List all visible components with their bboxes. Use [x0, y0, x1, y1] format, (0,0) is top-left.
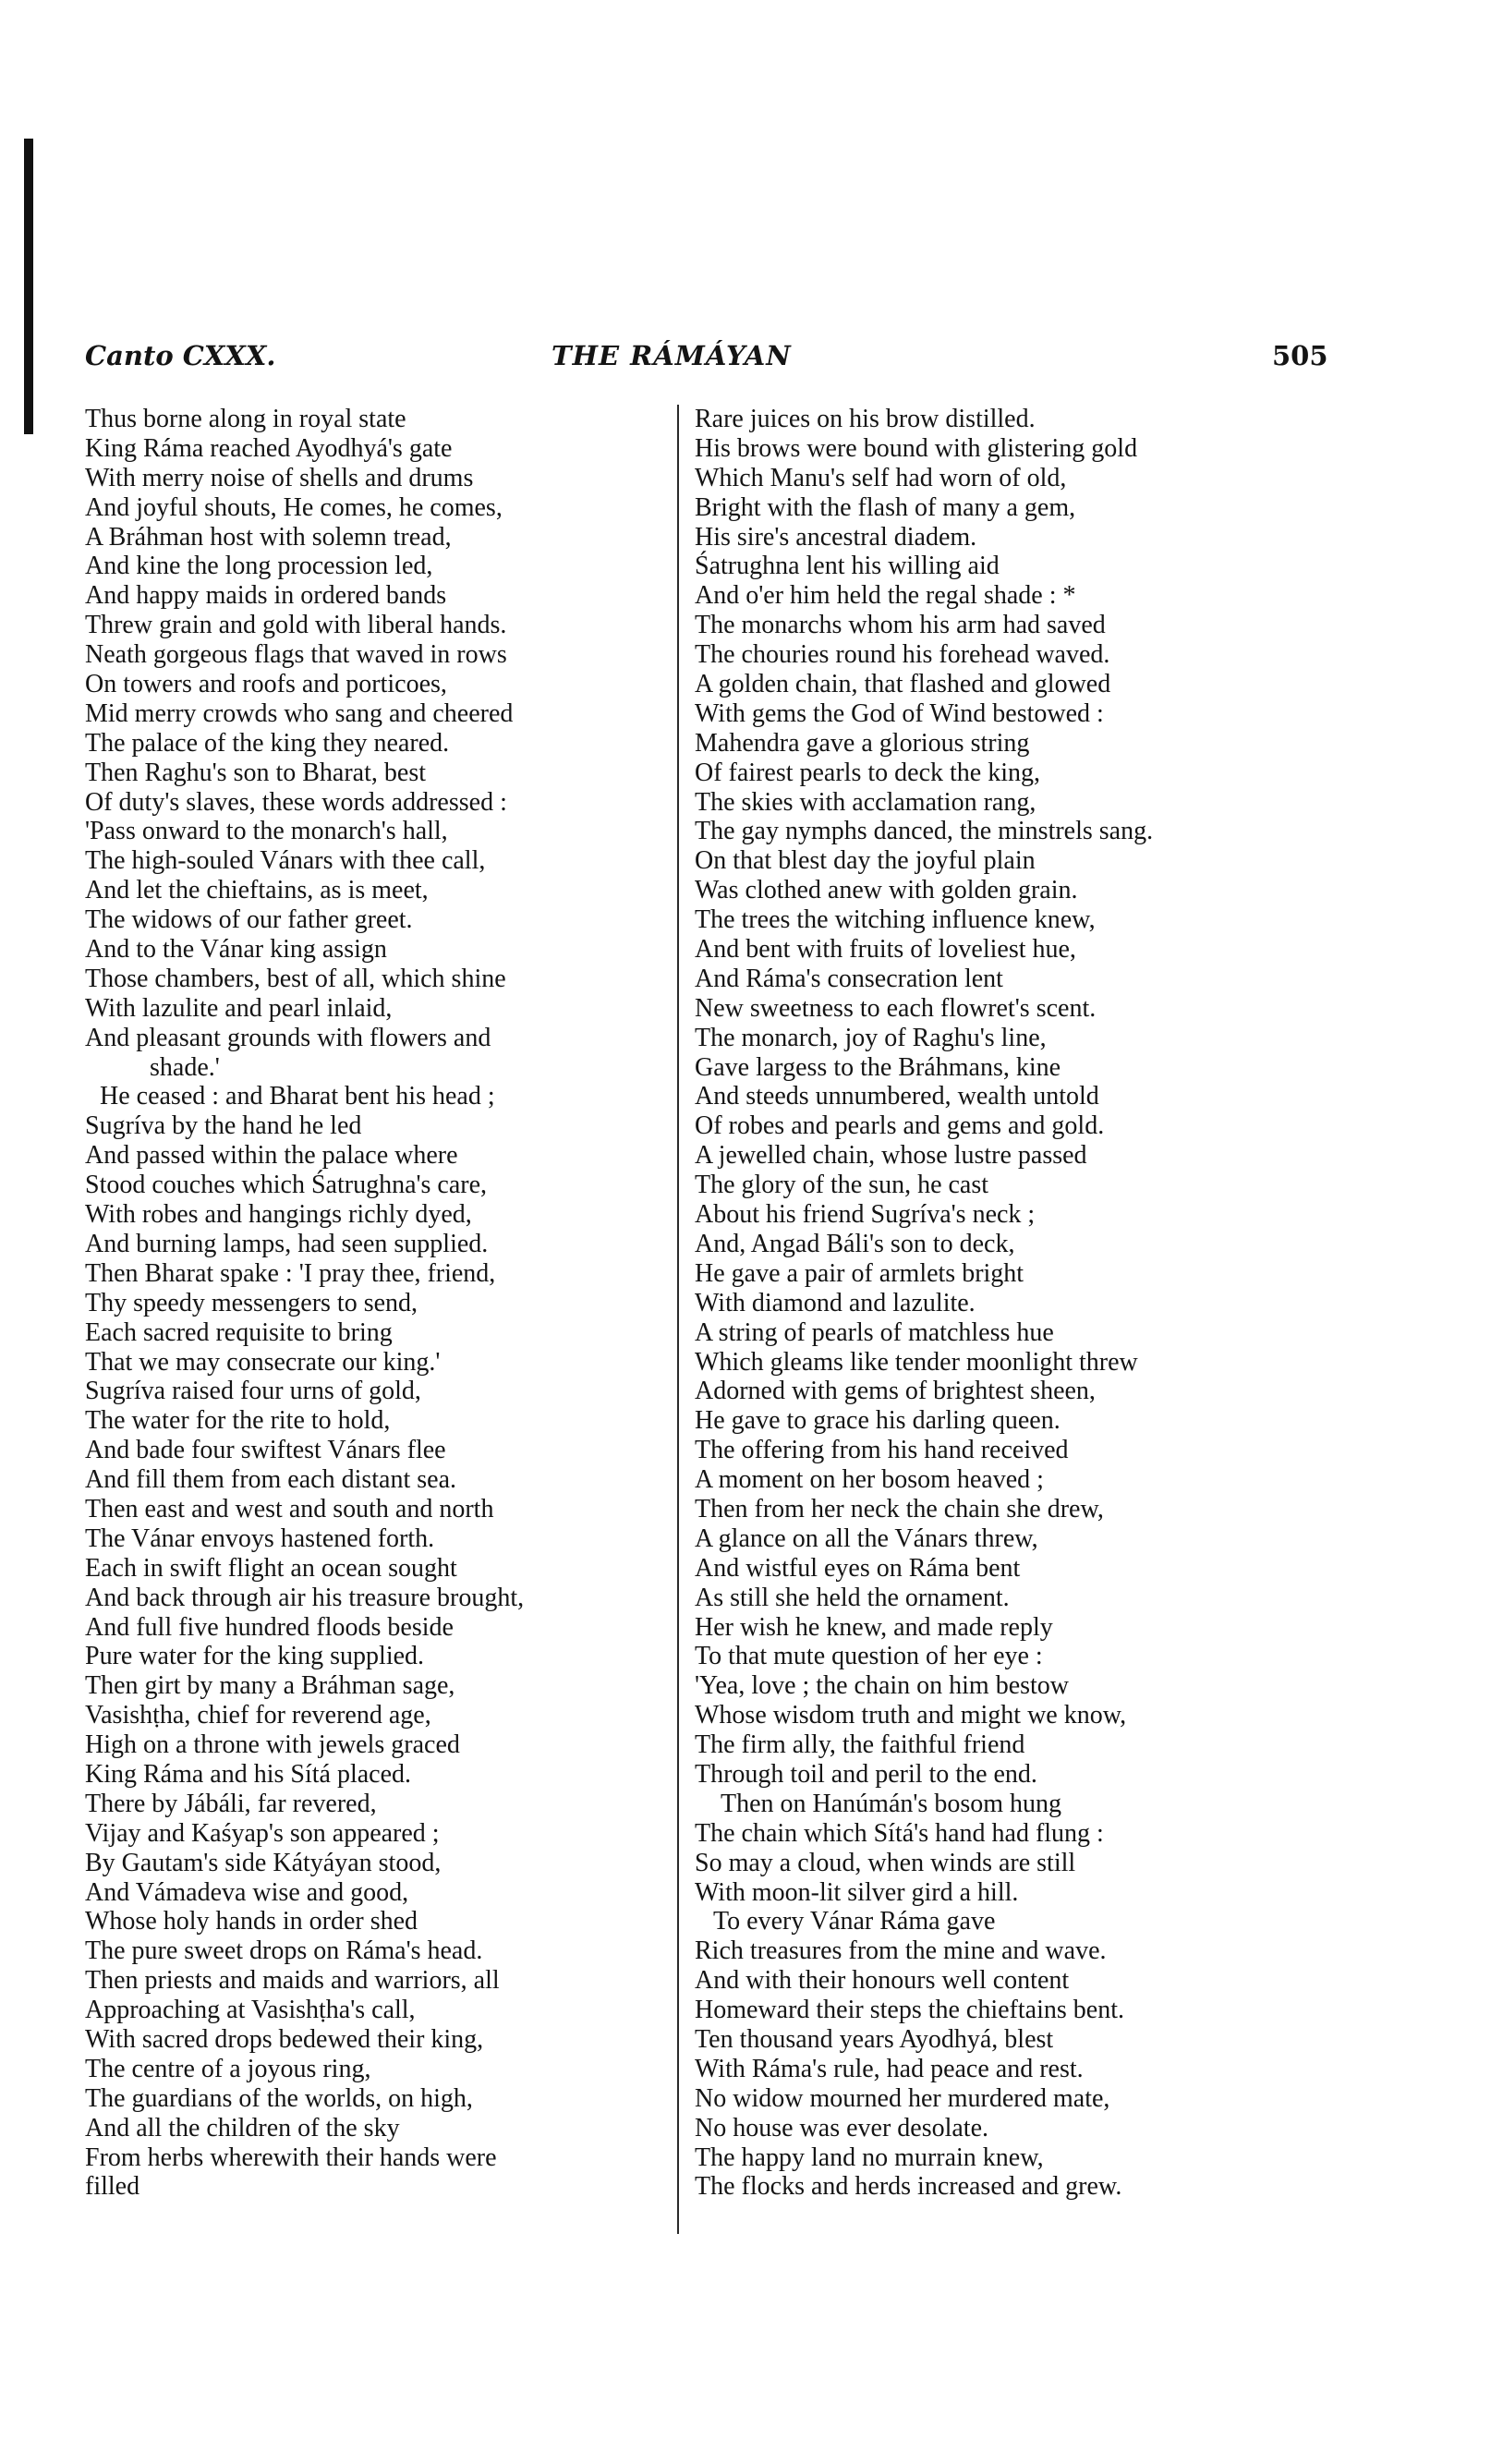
- verse-line: The skies with acclamation rang,: [695, 787, 1036, 817]
- verse-line: With gems the God of Wind bestowed :: [695, 698, 1104, 728]
- verse-line: The chouries round his forehead waved.: [695, 640, 1110, 670]
- verse-line: And bent with fruits of loveliest hue,: [695, 935, 1076, 965]
- verse-line: Which Manu's self had worn of old,: [695, 463, 1067, 492]
- verse-line: Mid merry crowds who sang and cheered: [85, 698, 514, 728]
- right-column: [695, 405, 1286, 2202]
- verse-line: A jewelled chain, whose lustre passed: [695, 1141, 1087, 1171]
- verse-line: Then Raghu's son to Bharat, best: [85, 758, 426, 787]
- verse-line: And o'er him held the regal shade : *: [695, 581, 1076, 611]
- verse-line: Then from her neck the chain she drew,: [695, 1494, 1104, 1523]
- verse-line: Through toil and peril to the end.: [695, 1759, 1037, 1789]
- verse-line: And let the chieftains, as is meet,: [85, 876, 429, 905]
- verse-line: That we may consecrate our king.': [85, 1347, 441, 1377]
- verse-line: With sacred drops bedewed their king,: [85, 2024, 484, 2054]
- verse-line: Her wish he knew, and made reply: [695, 1612, 1053, 1642]
- verse-line: Pure water for the king supplied.: [85, 1642, 425, 1671]
- verse-line: The water for the rite to hold,: [85, 1406, 391, 1436]
- verse-line: Gave largess to the Bráhmans, kine: [695, 1052, 1061, 1082]
- verse-line: And steeds unnumbered, wealth untold: [695, 1082, 1099, 1111]
- verse-line: Thus borne along in royal state: [85, 405, 406, 433]
- verse-line: By Gautam's side Kátyáyan stood,: [85, 1848, 442, 1877]
- verse-line: And Ráma's consecration lent: [695, 964, 1003, 993]
- page-number: 505: [1272, 340, 1328, 371]
- verse-line: A Bráhman host with solemn tread,: [85, 522, 452, 552]
- verse-line: And with their honours well content: [695, 1966, 1070, 1996]
- verse-line: High on a throne with jewels graced: [85, 1730, 460, 1760]
- verse-line: He ceased : and Bharat bent his head ;: [100, 1082, 495, 1111]
- verse-line: And Vámadeva wise and good,: [85, 1877, 409, 1907]
- verse-line: Adorned with gems of brightest sheen,: [695, 1377, 1096, 1406]
- verse-line: filled: [85, 2172, 140, 2202]
- verse-line: Mahendra gave a glorious string: [695, 728, 1030, 758]
- verse-line: And back through air his treasure brought,: [85, 1583, 525, 1612]
- verse-line: With moon-lit silver gird a hill.: [695, 1877, 1019, 1907]
- verse-line: To every Vánar Ráma gave: [713, 1907, 996, 1936]
- verse-line: No house was ever desolate.: [695, 2113, 989, 2142]
- verse-line: Bright with the flash of many a gem,: [695, 492, 1076, 522]
- verse-line: On that blest day the joyful plain: [695, 846, 1036, 876]
- verse-line: 'Yea, love ; the chain on him bestow: [695, 1671, 1070, 1701]
- verse-line: Approaching at Vasishṭha's call,: [85, 1996, 416, 2025]
- verse-line: Rich treasures from the mine and wave.: [695, 1936, 1107, 1966]
- verse-line: About his friend Sugríva's neck ;: [695, 1200, 1036, 1230]
- canto-label: Canto CXXX.: [85, 340, 276, 371]
- verse-line: He gave to grace his darling queen.: [695, 1406, 1061, 1436]
- verse-line: With lazulite and pearl inlaid,: [85, 993, 393, 1023]
- verse-line: And full five hundred floods beside: [85, 1612, 454, 1642]
- verse-line: A moment on her bosom heaved ;: [695, 1465, 1044, 1495]
- verse-line: Each in swift flight an ocean sought: [85, 1553, 457, 1583]
- verse-line: And fill them from each distant sea.: [85, 1465, 456, 1495]
- verse-line: There by Jábáli, far revered,: [85, 1789, 377, 1818]
- verse-line: And joyful shouts, He comes, he comes,: [85, 492, 503, 522]
- verse-line: Then Bharat spake : 'I pray thee, friend,: [85, 1258, 496, 1288]
- verse-line: Of fairest pearls to deck the king,: [695, 758, 1040, 787]
- verse-line: The firm ally, the faithful friend: [695, 1730, 1025, 1760]
- verse-line: With Ráma's rule, had peace and rest.: [695, 2054, 1084, 2083]
- margin-mark: [24, 139, 33, 434]
- verse-line: 'Pass onward to the monarch's hall,: [85, 817, 448, 846]
- verse-line: The Vánar envoys hastened forth.: [85, 1523, 435, 1553]
- verse-line: Of robes and pearls and gems and gold.: [695, 1111, 1105, 1141]
- verse-line: Sugríva by the hand he led: [85, 1111, 362, 1141]
- verse-line: Rare juices on his brow distilled.: [695, 405, 1036, 433]
- verse-line: And passed within the palace where: [85, 1141, 458, 1171]
- verse-line: With diamond and lazulite.: [695, 1288, 976, 1317]
- verse-line: His brows were bound with glistering gold: [695, 433, 1138, 463]
- verse-line: The high-souled Vánars with thee call,: [85, 846, 486, 876]
- verse-line: Was clothed anew with golden grain.: [695, 876, 1078, 905]
- column-rule: [677, 405, 679, 2234]
- verse-line: The guardians of the worlds, on high,: [85, 2083, 473, 2113]
- verse-line: And to the Vánar king assign: [85, 935, 387, 965]
- verse-line: Ten thousand years Ayodhyá, blest: [695, 2024, 1054, 2054]
- verse-line: And all the children of the sky: [85, 2113, 400, 2142]
- verse-line: Then girt by many a Bráhman sage,: [85, 1671, 455, 1701]
- verse-line: The offering from his hand received: [695, 1436, 1069, 1465]
- page-header: [85, 340, 1328, 382]
- verse-line: Neath gorgeous flags that waved in rows: [85, 640, 507, 670]
- verse-line: Homeward their steps the chieftains bent.: [695, 1996, 1124, 2025]
- verse-line: To that mute question of her eye :: [695, 1642, 1043, 1671]
- verse-line: New sweetness to each flowret's scent.: [695, 993, 1097, 1023]
- verse-line: The centre of a joyous ring,: [85, 2054, 371, 2083]
- verse-line: Each sacred requisite to bring: [85, 1317, 393, 1347]
- book-title: THE RÁMÁYAN: [552, 340, 792, 371]
- verse-line: The palace of the king they neared.: [85, 728, 450, 758]
- verse-line: King Ráma reached Ayodhyá's gate: [85, 433, 453, 463]
- verse-line: And wistful eyes on Ráma bent: [695, 1553, 1021, 1583]
- verse-line: From herbs wherewith their hands were: [85, 2142, 497, 2172]
- left-column: [85, 405, 676, 2202]
- verse-line: And, Angad Báli's son to deck,: [695, 1229, 1015, 1258]
- verse-line: So may a cloud, when winds are still: [695, 1848, 1076, 1877]
- verse-line: Śatrughna lent his willing aid: [695, 552, 1000, 581]
- verse-line: Then east and west and south and north: [85, 1494, 494, 1523]
- verse-line: His sire's ancestral diadem.: [695, 522, 977, 552]
- verse-line: A glance on all the Vánars threw,: [695, 1523, 1038, 1553]
- verse-line: shade.': [150, 1052, 220, 1082]
- verse-line: The monarch, joy of Raghu's line,: [695, 1023, 1047, 1052]
- verse-line: The happy land no murrain knew,: [695, 2142, 1044, 2172]
- verse-line: Whose wisdom truth and might we know,: [695, 1701, 1127, 1730]
- verse-line: Which gleams like tender moonlight threw: [695, 1347, 1138, 1377]
- verse-line: The pure sweet drops on Ráma's head.: [85, 1936, 483, 1966]
- verse-line: Thy speedy messengers to send,: [85, 1288, 418, 1317]
- verse-line: Then on Hanúmán's bosom hung: [721, 1789, 1062, 1818]
- verse-line: As still she held the ornament.: [695, 1583, 1010, 1612]
- verse-line: The trees the witching influence knew,: [695, 905, 1096, 935]
- verse-line: Those chambers, best of all, which shine: [85, 964, 506, 993]
- verse-line: The widows of our father greet.: [85, 905, 413, 935]
- verse-line: Whose holy hands in order shed: [85, 1907, 418, 1936]
- verse-line: Of duty's slaves, these words addressed :: [85, 787, 507, 817]
- verse-line: With merry noise of shells and drums: [85, 463, 474, 492]
- verse-line: Vijay and Kaśyap's son appeared ;: [85, 1818, 440, 1848]
- verse-line: And burning lamps, had seen supplied.: [85, 1229, 489, 1258]
- verse-line: And kine the long procession led,: [85, 552, 433, 581]
- verse-line: And happy maids in ordered bands: [85, 581, 447, 611]
- verse-line: The flocks and herds increased and grew.: [695, 2172, 1122, 2202]
- verse-line: No widow mourned her murdered mate,: [695, 2083, 1110, 2113]
- verse-line: The monarchs whom his arm had saved: [695, 611, 1106, 640]
- verse-line: A golden chain, that flashed and glowed: [695, 670, 1111, 699]
- verse-line: Threw grain and gold with liberal hands.: [85, 611, 507, 640]
- verse-line: A string of pearls of matchless hue: [695, 1317, 1054, 1347]
- verse-line: Sugríva raised four urns of gold,: [85, 1377, 421, 1406]
- verse-line: He gave a pair of armlets bright: [695, 1258, 1024, 1288]
- verse-line: Then priests and maids and warriors, all: [85, 1966, 500, 1996]
- verse-line: The glory of the sun, he cast: [695, 1171, 989, 1200]
- verse-line: The chain which Sítá's hand had flung :: [695, 1818, 1104, 1848]
- verse-line: King Ráma and his Sítá placed.: [85, 1759, 412, 1789]
- verse-line: Vasishṭha, chief for reverend age,: [85, 1701, 431, 1730]
- verse-line: With robes and hangings richly dyed,: [85, 1200, 472, 1230]
- verse-line: On towers and roofs and porticoes,: [85, 670, 447, 699]
- verse-line: And bade four swiftest Vánars flee: [85, 1436, 446, 1465]
- verse-line: The gay nymphs danced, the minstrels sang.: [695, 817, 1154, 846]
- verse-line: Stood couches which Śatrughna's care,: [85, 1171, 488, 1200]
- verse-line: And pleasant grounds with flowers and: [85, 1023, 491, 1052]
